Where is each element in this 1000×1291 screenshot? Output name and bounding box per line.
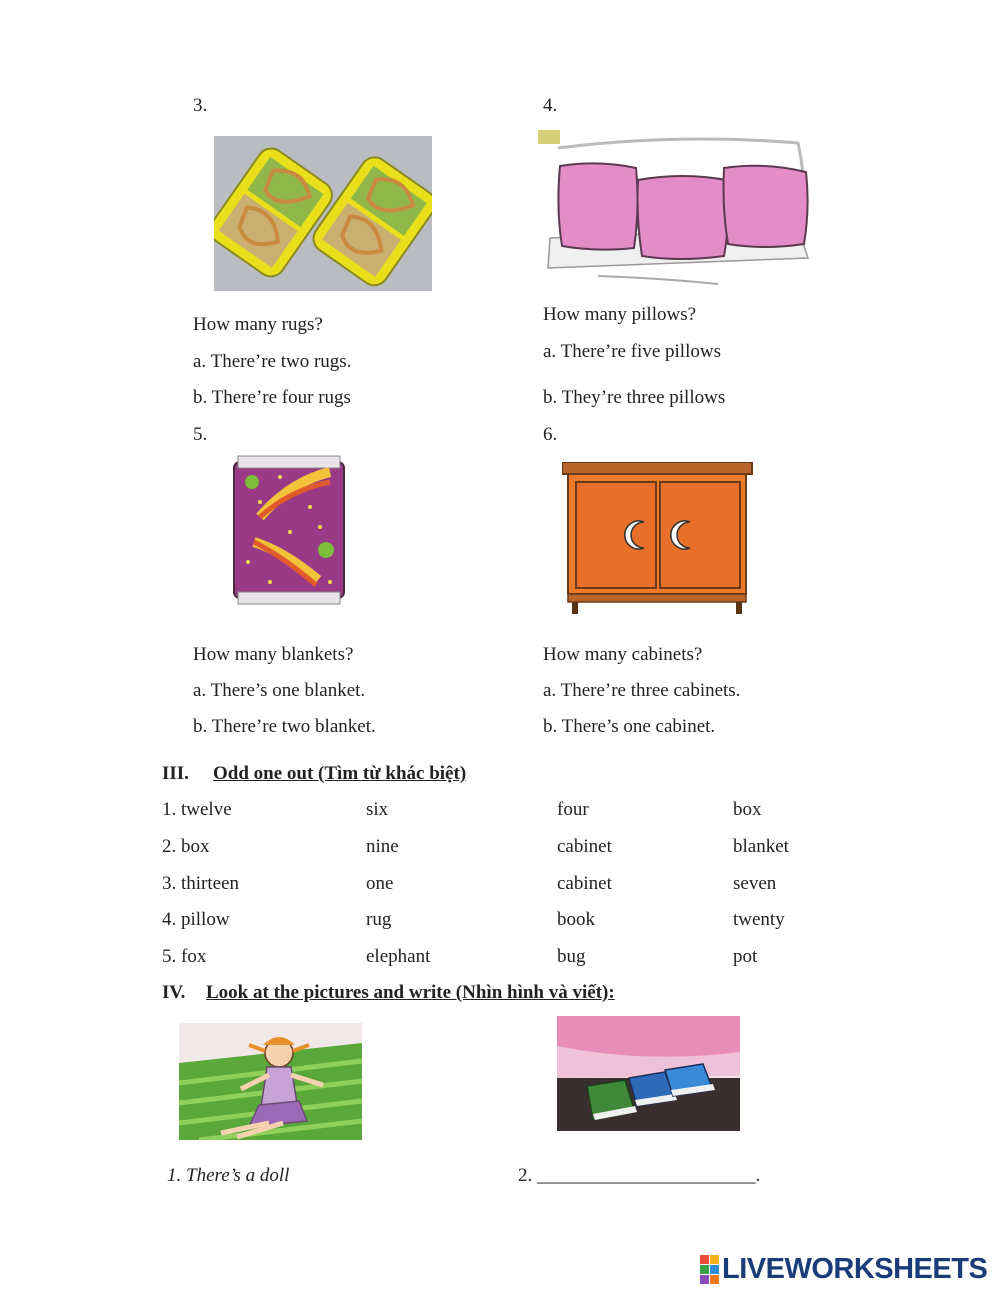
odd-row-3-word-4[interactable]: seven bbox=[733, 873, 777, 894]
odd-row-3-word-3[interactable]: cabinet bbox=[557, 873, 612, 894]
odd-row-5-word-2[interactable]: elephant bbox=[366, 946, 431, 967]
odd-row-4-word-3[interactable]: book bbox=[557, 909, 595, 930]
odd-row-3-word-2[interactable]: one bbox=[366, 873, 394, 894]
answer-1: 1. There’s a doll bbox=[167, 1165, 290, 1186]
odd-row-5-word-4[interactable]: pot bbox=[733, 946, 758, 967]
item-4-option-b[interactable]: b. They’re three pillows bbox=[543, 387, 726, 408]
item-3-option-a[interactable]: a. There’re two rugs. bbox=[193, 351, 352, 372]
item-5-option-a[interactable]: a. There’s one blanket. bbox=[193, 680, 366, 701]
odd-row-1-word-2[interactable]: six bbox=[366, 799, 389, 820]
cabinet-picture bbox=[562, 462, 756, 614]
odd-row-5-word-3[interactable]: bug bbox=[557, 946, 586, 967]
odd-row-2-word-1[interactable]: 2. box bbox=[162, 836, 210, 857]
rugs-picture bbox=[214, 136, 432, 291]
odd-row-3-word-1[interactable]: 3. thirteen bbox=[162, 873, 240, 894]
item-4-question: How many pillows? bbox=[543, 304, 697, 325]
logo-text: LIVEWORKSHEETS bbox=[722, 1252, 988, 1285]
item-3-question: How many rugs? bbox=[193, 314, 323, 335]
item-6-option-a[interactable]: a. There’re three cabinets. bbox=[543, 680, 741, 701]
section-4-title: Look at the pictures and write (Nhìn hình và viết): bbox=[206, 982, 615, 1003]
odd-row-1-word-4[interactable]: box bbox=[733, 799, 762, 820]
item-5-question: How many blankets? bbox=[193, 644, 354, 665]
liveworksheets-logo bbox=[700, 1252, 987, 1286]
odd-row-5-word-1[interactable]: 5. fox bbox=[162, 946, 207, 967]
odd-row-2-word-2[interactable]: nine bbox=[366, 836, 399, 857]
odd-row-4-word-1[interactable]: 4. pillow bbox=[162, 909, 230, 930]
item-3-option-b[interactable]: b. There’re four rugs bbox=[193, 387, 351, 408]
blanket-picture bbox=[230, 452, 350, 610]
books-picture bbox=[557, 1016, 740, 1131]
odd-row-4-word-4[interactable]: twenty bbox=[733, 909, 785, 930]
odd-row-4-word-2[interactable]: rug bbox=[366, 909, 392, 930]
section-4-numeral: IV. bbox=[162, 982, 186, 1003]
item-5-option-b[interactable]: b. There’re two blanket. bbox=[193, 716, 376, 737]
item-6-number: 6. bbox=[543, 424, 558, 445]
odd-row-1-word-1[interactable]: 1. twelve bbox=[162, 799, 232, 820]
item-4-option-a[interactable]: a. There’re five pillows bbox=[543, 341, 721, 362]
item-4-number: 4. bbox=[543, 95, 558, 116]
pillows-picture bbox=[538, 128, 818, 288]
odd-row-1-word-3[interactable]: four bbox=[557, 799, 589, 820]
item-6-question: How many cabinets? bbox=[543, 644, 703, 665]
item-6-option-b[interactable]: b. There’s one cabinet. bbox=[543, 716, 716, 737]
odd-row-2-word-4[interactable]: blanket bbox=[733, 836, 789, 857]
section-3-title: Odd one out (Tìm từ khác biệt) bbox=[213, 763, 467, 784]
section-3-numeral: III. bbox=[162, 763, 189, 784]
odd-row-2-word-3[interactable]: cabinet bbox=[557, 836, 612, 857]
item-5-number: 5. bbox=[193, 424, 208, 445]
answer-2-blank[interactable]: 2. _______________________. bbox=[518, 1165, 761, 1186]
doll-picture bbox=[179, 1023, 362, 1140]
item-3-number: 3. bbox=[193, 95, 208, 116]
logo-icon bbox=[700, 1255, 719, 1284]
